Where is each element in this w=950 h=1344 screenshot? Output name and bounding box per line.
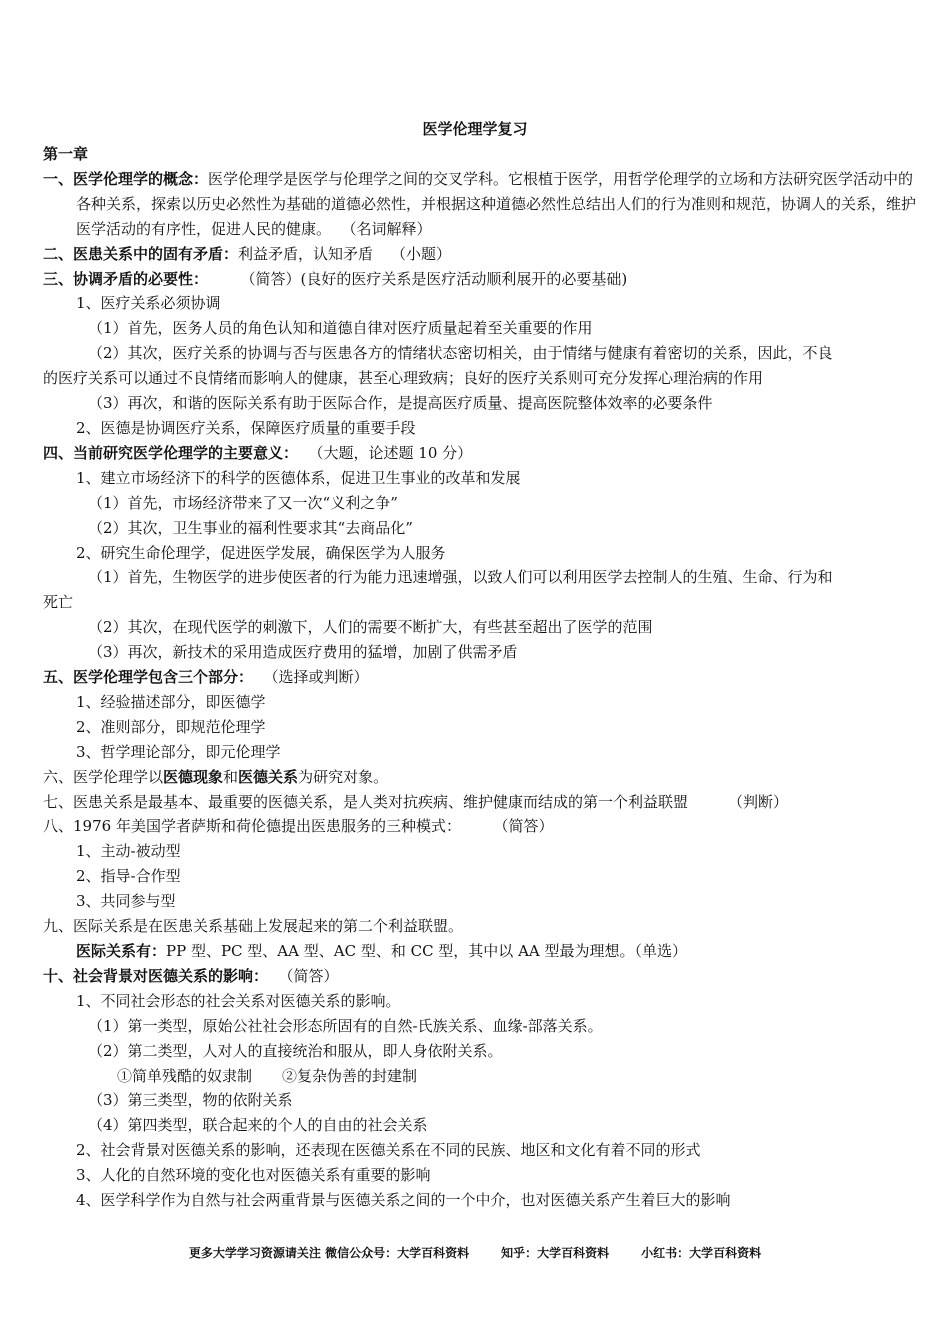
section-5-heading: 五、医学伦理学包含三个部分： (43, 668, 254, 687)
section-3-item-1c: （3）再次，和谐的医际关系有助于医际合作，是提高医疗质量、提高医院整体效率的必要条件 (88, 394, 713, 413)
section-8-item-2: 2、指导-合作型 (76, 867, 181, 886)
section-1 (43, 167, 919, 242)
section-4-heading: 四、当前研究医学伦理学的主要意义： (43, 443, 299, 462)
section-4-item-2a-line2: 死亡 (43, 593, 74, 612)
section-7 (43, 790, 919, 815)
section-10-item-1d: （4）第四类型，联合起来的个人的自由的社会关系 (88, 1116, 428, 1135)
section-4-note: （大题，论述题 10 分） (316, 443, 473, 462)
section-10-item-1c: （3）第三类型，物的依附关系 (88, 1091, 293, 1110)
section-5-item-1: 1、经验描述部分，即医德学 (76, 692, 266, 711)
section-2-note: （小题） (391, 244, 452, 263)
section-2 (43, 242, 919, 267)
footer-zhihu: 知乎：大学百科资料 (501, 1246, 610, 1260)
section-2-heading: 二、医患关系中的固有矛盾： (43, 244, 239, 263)
footer-xiaohongshu: 小红书：大学百科资料 (641, 1246, 762, 1260)
section-10-heading: 十、社会背景对医德关系的影响： (43, 966, 269, 985)
section-10-item-1: 1、不同社会形态的社会关系对医德关系的影响。 (76, 991, 401, 1010)
section-6 (43, 765, 919, 790)
footer-wechat: 更多大学学习资源请关注 微信公众号：大学百科资料 (188, 1246, 470, 1260)
section-9-types (43, 939, 919, 964)
section-2-text: 利益矛盾，认知矛盾 (238, 244, 374, 263)
section-9-bold: 医际关系有： (76, 942, 167, 960)
section-3-heading: 三、协调矛盾的必要性： (43, 269, 209, 288)
page-footer (0, 1244, 950, 1261)
section-9-rest: PP 型、PC 型、AA 型、AC 型、和 CC 型，其中以 AA 型最为理想。（单选） (166, 942, 688, 960)
section-5-note: （选择或判断） (271, 668, 369, 687)
section-10-item-1a: （1）第一类型，原始公社社会形态所固有的自然-氏族关系、血缘-部落关系。 (88, 1016, 603, 1035)
section-4-item-1b: （2）其次，卫生事业的福利性要求其“去商品化” (88, 518, 413, 537)
section-4 (43, 441, 919, 466)
section-4-item-2: 2、研究生命伦理学，促进医学发展，确保医学为人服务 (76, 543, 446, 562)
section-6-mid: 和 (223, 767, 239, 786)
section-5-item-2: 2、准则部分，即规范伦理学 (76, 717, 266, 736)
section-3 (43, 267, 919, 292)
section-8 (43, 814, 919, 839)
section-3-item-1b-line1: （2）其次，医疗关系的协调与否与医患各方的情绪状态密切相关，由于情绪与健康有着密切的关系，因此，不良 (88, 344, 833, 363)
chapter-heading: 第一章 (43, 145, 89, 163)
section-4-item-1a: （1）首先，市场经济带来了又一次“义利之争” (88, 493, 398, 512)
section-4-item-2c: （3）再次，新技术的采用造成医疗费用的猛增，加剧了供需矛盾 (88, 643, 518, 662)
section-7-note: （判断） (728, 792, 789, 811)
section-4-item-2b: （2）其次，在现代医学的刺激下，人们的需要不断扩大，有些甚至超出了医学的范围 (88, 618, 653, 637)
section-7-text: 七、医患关系是最基本、最重要的医德关系，是人类对抗疾病、维护健康而结成的第一个利益联盟 (43, 792, 689, 811)
section-10-item-3: 3、人化的自然环境的变化也对医德关系有重要的影响 (76, 1166, 431, 1185)
section-9-text: 九、医际关系是在医患关系基础上发展起来的第二个利益联盟。 (43, 917, 464, 936)
section-10-item-1b: （2）第二类型，人对人的直接统治和服从，即人身依附关系。 (88, 1041, 503, 1060)
section-6-post: 为研究对象。 (298, 767, 389, 786)
section-1-heading: 一、医学伦理学的概念： (43, 169, 209, 188)
section-1-note: （名词解释） (349, 219, 432, 238)
section-6-bold-2: 医德关系 (238, 767, 299, 786)
section-4-item-2a-line1: （1）首先，生物医学的进步使医者的行为能力迅速增强，以致人们可以利用医学去控制人的生殖、生命、行为和 (88, 568, 833, 587)
section-5-item-3: 3、哲学理论部分，即元伦理学 (76, 742, 281, 761)
section-8-item-1: 1、主动-被动型 (76, 842, 181, 861)
section-8-text: 八、1976 年美国学者萨斯和荷伦德提出医患服务的三种模式： (43, 817, 461, 836)
section-5 (43, 665, 919, 690)
section-3-item-2: 2、医德是协调医疗关系，保障医疗质量的重要手段 (76, 418, 416, 437)
section-8-note: （简答） (500, 817, 554, 836)
section-6-pre: 六、医学伦理学以 (43, 767, 164, 786)
section-3-note: （简答）(良好的医疗关系是医疗活动顺利展开的必要基础) (248, 269, 628, 288)
section-10-note: （简答） (286, 966, 339, 985)
section-10-item-4: 4、医学科学作为自然与社会两重背景与医德关系之间的一个中介，也对医德关系产生着巨大的影响 (76, 1191, 731, 1210)
section-6-bold-1: 医德现象 (163, 767, 224, 786)
section-3-item-1b-line2: 的医疗关系可以通过不良情绪而影响人的健康，甚至心理致病；良好的医疗关系则可充分发挥心理治病的作用 (43, 369, 764, 388)
document-title: 医学伦理学复习 (422, 120, 528, 138)
section-3-item-1a: （1）首先，医务人员的角色认知和道德自律对医疗质量起着至关重要的作用 (88, 319, 593, 338)
section-8-item-3: 3、共同参与型 (76, 892, 176, 911)
section-3-item-1: 1、医疗关系必须协调 (76, 294, 221, 313)
section-10-item-1b-sub: ①简单残酷的奴隶制 ②复杂伪善的封建制 (117, 1066, 418, 1085)
document-body (43, 142, 919, 1213)
section-1-text: 医学伦理学是医学与伦理学之间的交叉学科。它根植于医学，用哲学伦理学的立场和方法研究医学活动中的各种关系，探索以历史必然性为基础的道德必然性，并根据这种道德必然性总结出人们的行为准则和规范，协调人的关系，维护医学活动的有序性，促进人民的健康。 (76, 169, 917, 238)
section-10 (43, 964, 919, 989)
section-4-item-1: 1、建立市场经济下的科学的医德体系，促进卫生事业的改革和发展 (76, 468, 521, 487)
section-10-item-2: 2、社会背景对医德关系的影响，还表现在医德关系在不同的民族、地区和文化有着不同的形式 (76, 1141, 701, 1160)
